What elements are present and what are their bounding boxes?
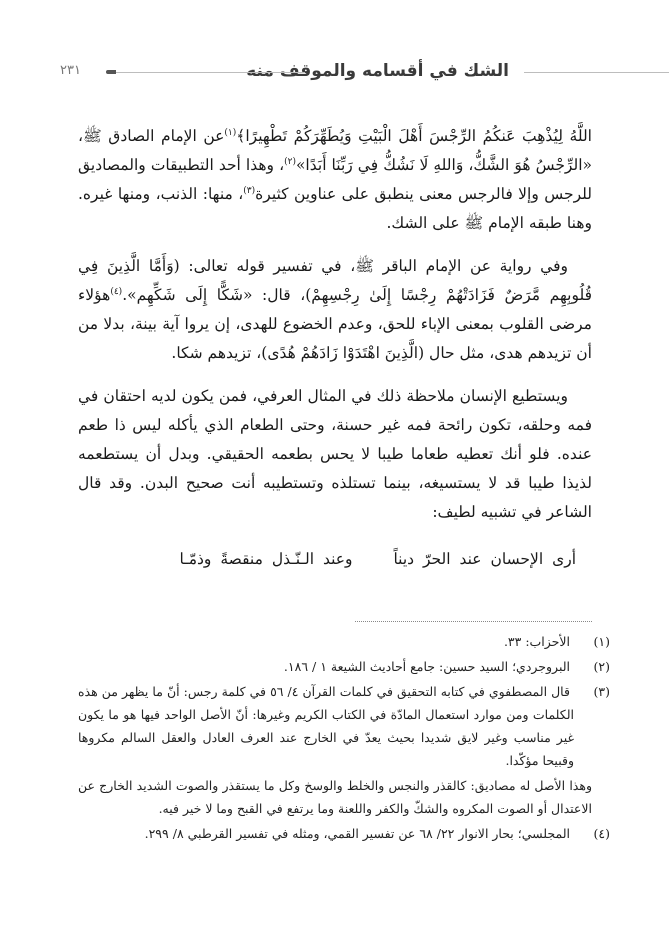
page-number: ٢٣١ bbox=[60, 63, 81, 78]
paragraph-1 bbox=[78, 122, 592, 238]
footnote-text: قال المصطفوي في كتابه التحقيق في كلمات القرآن ٤/ ٥٦ في كلمة رجس: أنّ ما يظهر من هذه الكلمات ومن موارد استعمال المادّة في الكتاب الكريم وغيرها: أنّ الأصل الواحد فيها هو ما يكون غير مناسب وغير لايق شديدا بحيث يعدّ في الخارج عند العرف العادل والعقل السالم مكروها وقبيحا مؤكّدا. bbox=[78, 684, 574, 768]
paragraph-text: عن الإمام الصادق ﷺ، «الرِّجْسُ هُوَ الشَّكُّ، وَاللهِ لَا نَشُكُّ فِي رَبِّنَا أَبَدًا» bbox=[78, 127, 592, 174]
page-marker-icon bbox=[106, 70, 116, 74]
footnote-text: البروجردي؛ السيد حسين: جامع أحاديث الشيعة ١ / ١٨٦. bbox=[283, 659, 571, 674]
footnote-number: (١) bbox=[593, 634, 610, 649]
footnote-3-continued bbox=[78, 774, 592, 820]
footnote-ref-1[interactable]: (١) bbox=[224, 127, 237, 138]
paragraph-text: ، منها: الذنب، ومنها غيره. وهنا طبقه الإمام ﷺ على الشك. bbox=[78, 185, 592, 232]
running-title: الشك في أقسامه والموقف منه bbox=[246, 61, 509, 81]
poetry-verse bbox=[78, 545, 592, 574]
footnote-4 bbox=[78, 822, 610, 845]
verse-second-hemistich: وعند الـنّـذل منقصةً وذمّـا bbox=[179, 550, 353, 568]
paragraph-text: هؤلاء مرضى القلوب بمعنى الإباء للحق، وعدم الخضوع للهدى، إن يروا آية بينة، بدلا من أن تزيدهم هدى، مثل حال (الَّذِينَ اهْتَدَوْا زَادَهُمْ هُدًى)، تزيدهم شكا. bbox=[78, 286, 592, 362]
footnote-text: وهذا الأصل له مصاديق: كالقذر والنجس والخلط والوسخ وكل ما يستقذر والصوت الشديد الخارج عن الاعتدال أو الصوت المكروه والشكّ والكفر واللعنة وما يرتفع في القبح وما لا خير فيه. bbox=[78, 778, 592, 816]
main-text bbox=[78, 122, 592, 574]
quran-quote: اللَّهُ لِيُذْهِبَ عَنكُمُ الرِّجْسَ أَهْلَ الْبَيْتِ وَيُطَهِّرَكُمْ تَطْهِيرًا﴾ bbox=[236, 127, 592, 145]
footnote-3 bbox=[78, 680, 611, 772]
footnote-text: الأحزاب: ٣٣. bbox=[503, 634, 571, 649]
footnote-separator bbox=[355, 621, 592, 622]
footnote-1 bbox=[78, 630, 610, 653]
footnote-number: (٤) bbox=[593, 826, 610, 841]
footnote-2 bbox=[78, 655, 610, 678]
footnotes bbox=[78, 630, 611, 847]
header-rule-right bbox=[524, 72, 669, 73]
paragraph-2 bbox=[78, 252, 592, 368]
footnote-ref-2[interactable]: (٢) bbox=[284, 156, 296, 167]
running-header bbox=[0, 58, 669, 84]
footnote-text: المجلسي؛ بحار الانوار ٢٢/ ٦٨ عن تفسير القمي، ومثله في تفسير القرطبي ٨/ ٢٩٩. bbox=[144, 826, 571, 841]
paragraph-text: ، وهذا أحد التطبيقات والمصاديق للرجس وإلا فالرجس معنى ينطبق على عناوين كثيرة bbox=[78, 156, 592, 203]
footnote-number: (٣) bbox=[593, 684, 611, 699]
footnote-ref-3[interactable]: (٣) bbox=[243, 185, 256, 196]
footnote-ref-4[interactable]: (٤) bbox=[110, 286, 123, 297]
header-rule-left bbox=[110, 72, 305, 73]
footnote-number: (٢) bbox=[593, 659, 610, 674]
verse-first-hemistich: أرى الإحسان عند الحرّ ديناً bbox=[393, 550, 576, 568]
paragraph-text: وفي رواية عن الإمام الباقر ﷺ، في تفسير قوله تعالى: (وَأَمَّا الَّذِينَ فِي قُلُوبِهِم مَّرَضٌ فَزَادَتْهُمْ رِجْسًا إِلَىٰ رِجْسِهِمْ)، قال: «شَكًّا إِلَى شَكِّهِم». bbox=[78, 257, 592, 304]
paragraph-3: ويستطيع الإنسان ملاحظة ذلك في المثال العرفي، فمن يكون لديه احتقان في فمه وحلقه، تكون رائحة فمه غير حسنة، وحتى الطعام الذي يأكله ليس ذا طعم عنده. فلو أنك تعطيه طعاما طيبا لا يحس بطعمه الحقيقي. وبدل أن يستطعمه لذيذا طيبا قد لا يستسيغه، بينما تستلذه وتستطيبه أنت صحيح البدن. وقد قال الشاعر في تشبيه لطيف: bbox=[78, 387, 592, 521]
